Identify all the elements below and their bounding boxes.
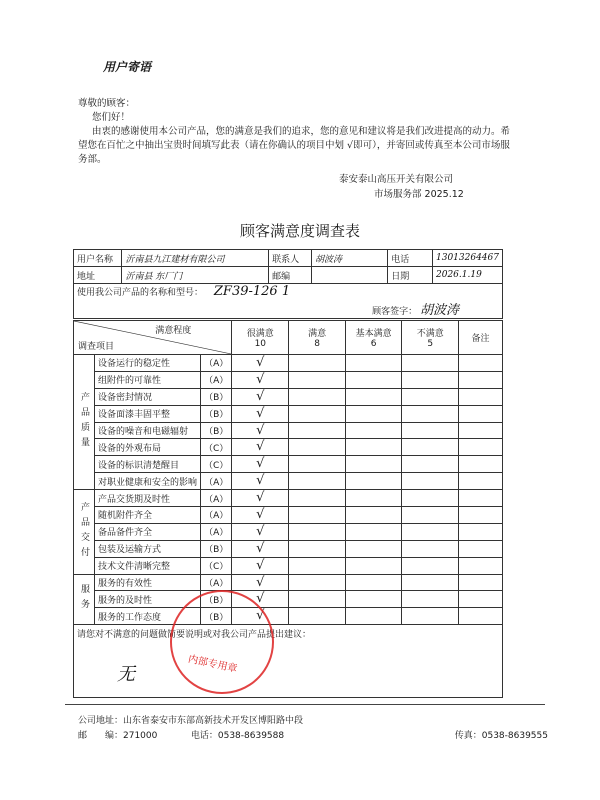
rating-cell[interactable] [232, 490, 289, 507]
rating-cell[interactable] [289, 422, 346, 439]
rating-cell[interactable] [232, 473, 289, 490]
check-mark: √ [256, 354, 265, 370]
rating-cell[interactable] [345, 557, 402, 574]
check-mark: √ [256, 540, 265, 556]
rating-cell[interactable] [232, 439, 289, 456]
rating-cell[interactable] [402, 388, 459, 405]
rating-cell[interactable] [402, 523, 459, 540]
rating-cell[interactable] [289, 439, 346, 456]
item-name: 服务的及时性 [95, 591, 201, 608]
rating-cell[interactable] [402, 574, 459, 591]
rating-row [74, 591, 503, 608]
phone-label: 电话 [388, 250, 433, 267]
item-name: 技术文件清晰完整 [95, 557, 201, 574]
postcode-label: 邮编 [269, 267, 312, 284]
rating-cell[interactable] [289, 405, 346, 422]
address-label: 地址 [74, 267, 122, 284]
hello-line: 您们好！ [92, 112, 131, 123]
remark-cell[interactable] [459, 405, 503, 422]
rating-cell[interactable] [345, 608, 402, 625]
greeting: 尊敬的顾客： [78, 98, 136, 109]
rating-row [74, 456, 503, 473]
item-name: 对职业健康和安全的影响 [95, 473, 201, 490]
rating-cell[interactable] [289, 574, 346, 591]
rating-cell[interactable] [402, 608, 459, 625]
rating-row [74, 507, 503, 524]
contact-label: 联系人 [269, 250, 312, 267]
remark-cell[interactable] [459, 507, 503, 524]
rating-cell[interactable] [232, 574, 289, 591]
item-name: 设备的标识清楚醒目 [95, 456, 201, 473]
rating-row [74, 523, 503, 540]
suggestion-label: 请您对不满意的问题做简要说明或对我公司产品提出建议： [77, 630, 312, 641]
footer-address: 公司地址：山东省泰安市东部高新技术开发区博阳路中段 [78, 716, 304, 726]
rating-cell[interactable] [402, 456, 459, 473]
signature-label: 顾客签字： [372, 307, 418, 317]
item-name: 服务的工作态度 [95, 608, 201, 625]
item-class: （B） [201, 591, 232, 608]
check-mark: √ [256, 523, 265, 539]
date-value[interactable]: 2026.1.19 [433, 267, 503, 284]
check-mark: √ [256, 574, 265, 590]
header-diagonal-cell [74, 321, 232, 355]
rating-cell[interactable] [402, 355, 459, 372]
check-mark: √ [256, 608, 265, 624]
department-date: 市场服务部 2025.12 [374, 189, 464, 200]
address-value[interactable]: 沂南县 东厂门 [122, 267, 269, 284]
item-class: （A） [201, 371, 232, 388]
remark-cell[interactable] [459, 422, 503, 439]
rating-row [74, 405, 503, 422]
rating-cell[interactable] [345, 540, 402, 557]
user-name-label: 用户名称 [74, 250, 122, 267]
rating-cell[interactable] [289, 456, 346, 473]
remark-cell[interactable] [459, 490, 503, 507]
col-satisfied: 满意 8 [289, 321, 346, 355]
item-class: （A） [201, 473, 232, 490]
rating-cell[interactable] [232, 523, 289, 540]
company-name: 泰安泰山高压开关有限公司 [339, 174, 454, 185]
item-name: 备品备件齐全 [95, 523, 201, 540]
remark-cell[interactable] [459, 540, 503, 557]
satisfaction-grid [73, 320, 503, 698]
rating-cell[interactable] [402, 557, 459, 574]
rating-cell[interactable] [402, 540, 459, 557]
rating-cell[interactable] [232, 507, 289, 524]
item-class: （B） [201, 405, 232, 422]
check-mark: √ [256, 405, 265, 421]
check-mark: √ [256, 388, 265, 404]
product-value[interactable]: ZF39-126 1 [213, 284, 291, 299]
remark-cell[interactable] [459, 355, 503, 372]
seal-text: 内部专用章 [186, 653, 239, 676]
rating-cell[interactable] [289, 608, 346, 625]
rating-cell[interactable] [232, 388, 289, 405]
rating-row [74, 355, 503, 372]
rating-cell[interactable] [345, 507, 402, 524]
item-name: 组附件的可靠性 [95, 371, 201, 388]
rating-cell[interactable] [402, 507, 459, 524]
remark-cell[interactable] [459, 591, 503, 608]
footer-contacts [78, 728, 548, 741]
signature-value[interactable]: 胡波涛 [419, 303, 459, 318]
rating-cell[interactable] [345, 405, 402, 422]
item-class: （B） [201, 540, 232, 557]
footer-fax: 传真：0538-8639555 [454, 731, 548, 741]
group-label: 产品质量 [74, 355, 95, 490]
rating-cell[interactable] [402, 490, 459, 507]
user-name-value[interactable]: 沂南县九江建材有限公司 [122, 250, 269, 267]
item-name: 包装及运输方式 [95, 540, 201, 557]
rating-cell[interactable] [345, 591, 402, 608]
rating-cell[interactable] [289, 540, 346, 557]
rating-row [74, 540, 503, 557]
rating-cell[interactable] [232, 422, 289, 439]
item-class: （A） [201, 574, 232, 591]
remark-cell[interactable] [459, 574, 503, 591]
rating-cell[interactable] [345, 473, 402, 490]
rating-cell[interactable] [232, 355, 289, 372]
item-class: （B） [201, 422, 232, 439]
rating-cell[interactable] [232, 540, 289, 557]
rating-row [74, 439, 503, 456]
item-name: 产品交货期及时性 [95, 490, 201, 507]
rating-cell[interactable] [289, 557, 346, 574]
remark-cell[interactable] [459, 456, 503, 473]
rating-row [74, 608, 503, 625]
contact-value[interactable]: 胡波涛 [312, 250, 388, 267]
survey-title: 顾客满意度调查表 [239, 222, 360, 240]
customer-info-table [73, 249, 503, 319]
date-label: 日期 [388, 267, 433, 284]
rating-cell[interactable] [289, 388, 346, 405]
rating-cell[interactable] [289, 371, 346, 388]
remark-cell[interactable] [459, 523, 503, 540]
rating-row [74, 574, 503, 591]
item-class: （C） [201, 439, 232, 456]
rating-cell[interactable] [289, 507, 346, 524]
item-name: 设备面漆丰固平整 [95, 405, 201, 422]
rating-cell[interactable] [345, 574, 402, 591]
remark-cell[interactable] [459, 557, 503, 574]
remark-cell[interactable] [459, 439, 503, 456]
item-name: 设备运行的稳定性 [95, 355, 201, 372]
rating-cell[interactable] [345, 371, 402, 388]
rating-cell[interactable] [402, 473, 459, 490]
letter-heading: 用户寄语 [103, 60, 152, 74]
phone-value[interactable]: 13013264467 [433, 250, 503, 267]
product-label: 使用我公司产品的名称和型号： [77, 288, 204, 298]
item-class: （C） [201, 557, 232, 574]
check-mark: √ [256, 456, 265, 472]
check-mark: √ [256, 371, 265, 387]
rating-cell[interactable] [345, 422, 402, 439]
rating-row [74, 422, 503, 439]
check-mark: √ [256, 557, 265, 573]
rating-cell[interactable] [345, 355, 402, 372]
suggestion-cell [74, 625, 503, 698]
check-mark: √ [256, 422, 265, 438]
letter-body: 由衷的感谢使用本公司产品，您的满意是我们的追求，您的意见和建议将是我们改进提高的动力。希望您在百忙之中抽出宝贵时间填写此表（请在你确认的项目中划 √即可），并寄回或传真至本公司市场服务部。 [78, 126, 511, 165]
rating-cell[interactable] [402, 405, 459, 422]
footer-phone: 电话：0538-8639588 [190, 731, 285, 741]
satisfaction-label: 满意程度 [155, 326, 192, 336]
remark-cell[interactable] [459, 371, 503, 388]
footer-postcode: 邮 编：271000 [78, 731, 158, 741]
survey-item-label: 调查项目 [78, 342, 115, 352]
product-row [74, 284, 503, 319]
remark-cell[interactable] [459, 388, 503, 405]
rating-row [74, 557, 503, 574]
rating-cell[interactable] [402, 422, 459, 439]
postcode-value[interactable] [312, 267, 388, 284]
item-class: （A） [201, 507, 232, 524]
group-label: 服务 [74, 574, 95, 625]
rating-cell[interactable] [289, 591, 346, 608]
check-mark: √ [256, 591, 265, 607]
check-mark: √ [256, 439, 265, 455]
col-very-satisfied: 很满意 10 [232, 321, 289, 355]
rating-cell[interactable] [289, 523, 346, 540]
item-name: 设备的噪音和电磁辐射 [95, 422, 201, 439]
item-name: 设备的外观布局 [95, 439, 201, 456]
group-label: 产品交付 [74, 490, 95, 574]
rating-cell[interactable] [345, 388, 402, 405]
col-remark: 备注 [459, 321, 503, 355]
rating-cell[interactable] [402, 591, 459, 608]
check-mark: √ [256, 490, 265, 506]
rating-row [74, 371, 503, 388]
item-name: 设备密封情况 [95, 388, 201, 405]
rating-cell[interactable] [345, 523, 402, 540]
rating-cell[interactable] [232, 456, 289, 473]
rating-cell[interactable] [232, 405, 289, 422]
rating-cell[interactable] [345, 490, 402, 507]
rating-cell[interactable] [289, 355, 346, 372]
item-class: （A） [201, 355, 232, 372]
suggestion-value[interactable]: 无 [117, 664, 135, 686]
rating-cell[interactable] [402, 371, 459, 388]
remark-cell[interactable] [459, 473, 503, 490]
item-class: （C） [201, 456, 232, 473]
rating-cell[interactable] [289, 473, 346, 490]
rating-cell[interactable] [289, 490, 346, 507]
footer-divider [65, 704, 545, 705]
rating-row [74, 473, 503, 490]
rating-cell[interactable] [345, 456, 402, 473]
rating-row [74, 388, 503, 405]
check-mark: √ [256, 506, 265, 522]
rating-cell[interactable] [232, 371, 289, 388]
item-class: （B） [201, 608, 232, 625]
col-basically-satisfied: 基本满意 6 [345, 321, 402, 355]
item-class: （A） [201, 523, 232, 540]
rating-cell[interactable] [402, 439, 459, 456]
remark-cell[interactable] [459, 608, 503, 625]
item-class: （A） [201, 490, 232, 507]
rating-cell[interactable] [345, 439, 402, 456]
item-name: 服务的有效性 [95, 574, 201, 591]
check-mark: √ [256, 473, 265, 489]
item-class: （B） [201, 388, 232, 405]
item-name: 随机附件齐全 [95, 507, 201, 524]
rating-row [74, 490, 503, 507]
col-unsatisfied: 不满意 5 [402, 321, 459, 355]
rating-cell[interactable] [232, 557, 289, 574]
